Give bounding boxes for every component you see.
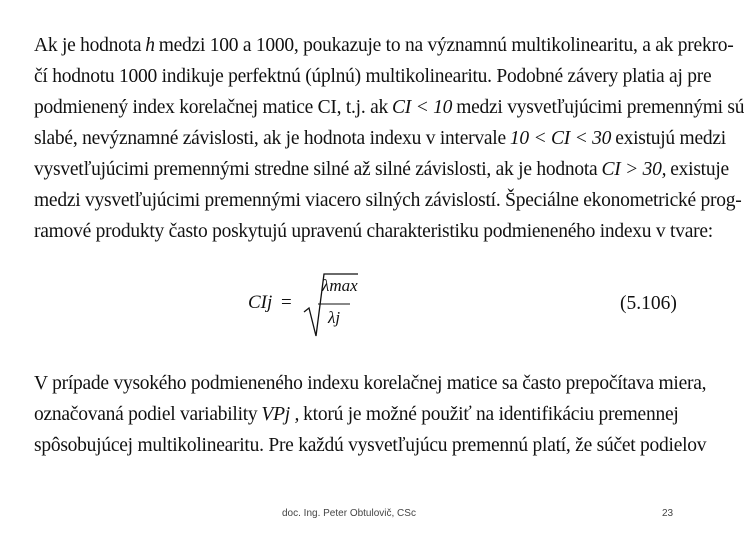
text-line — [34, 430, 707, 461]
text-segment: medzi vysvetľujúcimi premennými sú — [456, 97, 744, 118]
text-line — [34, 154, 729, 185]
math-inline: CI > 30, — [601, 159, 667, 180]
text-line — [34, 123, 726, 154]
text-segment: existuje — [670, 159, 729, 180]
text-segment: čí hodnotu 1000 indikuje perfektnú (úplnú) multikolinearitu. Podobné závery platia aj pre — [34, 66, 712, 87]
text-segment: ramové produkty často poskytujú upravenú charakteristiku podmieneného indexu v tvare: — [34, 221, 713, 242]
text-segment: Ak je hodnota — [34, 35, 142, 56]
text-segment: označovaná podiel variability — [34, 404, 258, 425]
footer-author: doc. Ing. Peter Obtulovič, CSc — [282, 508, 416, 519]
text-line — [34, 185, 742, 216]
text-line — [34, 30, 734, 61]
text-line — [34, 216, 713, 247]
text-line — [34, 92, 744, 123]
text-segment: slabé, nevýznamné závislosti, ak je hodnota indexu v intervale — [34, 128, 506, 149]
paragraph-bottom — [34, 368, 707, 461]
text-segment: medzi vysvetľujúcimi premennými viacero silných závislostí. Špeciálne ekonometrické prog- — [34, 190, 742, 211]
text-line — [34, 368, 707, 399]
page-number: 23 — [662, 508, 674, 519]
formula-denominator: λj — [328, 308, 341, 327]
math-inline: 10 < CI < 30 — [509, 128, 612, 149]
math-inline: VPj , — [261, 404, 300, 425]
math-inline: CI < 10 — [392, 97, 453, 118]
formula-equals: = — [281, 292, 292, 313]
text-segment: medzi 100 a 1000, poukazuje to na významnú multikolinearitu, a ak prekro- — [158, 35, 734, 56]
formula — [248, 270, 358, 340]
text-segment: V prípade vysokého podmieneného indexu korelačnej matice sa často prepočítava miera, — [34, 373, 707, 394]
text-segment: existujú medzi — [615, 128, 726, 149]
paragraph-top — [34, 30, 744, 247]
text-segment: podmienený index korelačnej matice CI, t.j. ak — [34, 97, 389, 118]
formula-lhs: CIj — [248, 292, 273, 313]
formula-numerator: λmax — [322, 276, 358, 295]
text-line — [34, 399, 679, 430]
text-line — [34, 61, 712, 92]
text-segment: vysvetľujúcimi premennými stredne silné až silné závislosti, ak je hodnota — [34, 159, 598, 180]
math-inline: h — [145, 35, 155, 56]
text-segment: ktorú je možné použiť na identifikáciu premennej — [303, 404, 679, 425]
equation-number: (5.106) — [620, 293, 677, 314]
text-segment: spôsobujúcej multikolinearitu. Pre každú vysvetľujúcu premennú platí, že súčet podielov — [34, 435, 707, 456]
